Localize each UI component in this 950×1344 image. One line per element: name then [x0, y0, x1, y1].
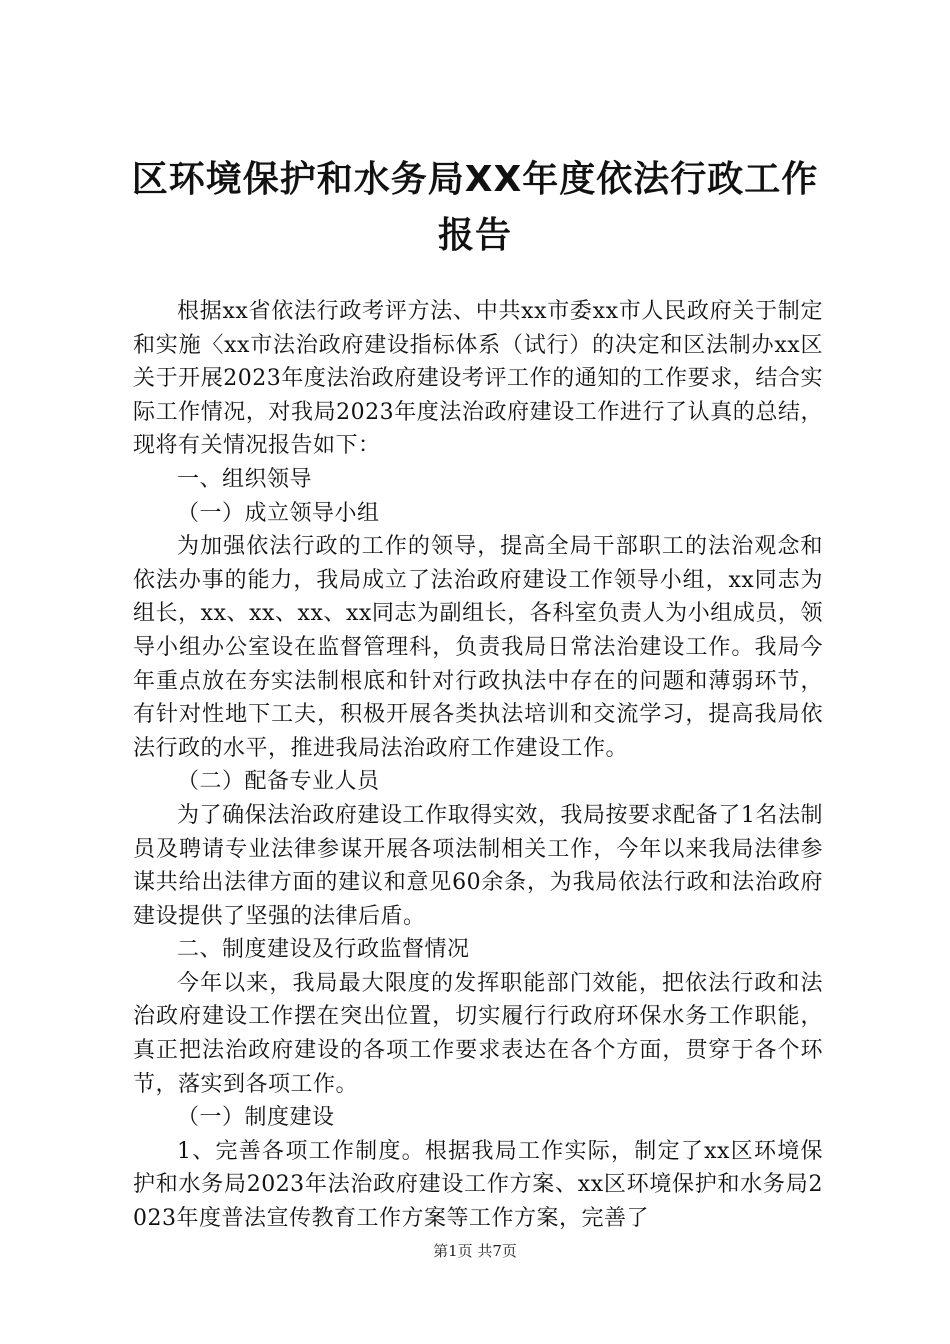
paragraph-leading-group: 为加强依法行政的工作的领导，提高全局干部职工的法治观念和依法办事的能力，我局成立了法治政府建设工作领导小组，xx同志为组长，xx、xx、xx、xx同志为副组长，各科室负责人为小组成员，领导小组办公室设在监督管理科，负责我局日常法治建设工作。我局今年重点放在夯实法制根底和针对行政执法中存在的问题和薄弱环节，有针对性地下工夫，积极开展各类执法培训和交流学习，提高我局依法行政的水平，推进我局法治政府工作建设工作。 [133, 534, 823, 761]
subsection-heading-system: （一）制度建设 [177, 1105, 335, 1131]
paragraph-system-building: 今年以来，我局最大限度的发挥职能部门效能，把依法行政和法治政府建设工作摆在突出位置，切实履行行政府环保水务工作职能，真正把法治政府建设的各项工作要求表达在各个方面，贯穿于各个环节，落实到各项工作。 [133, 970, 823, 1097]
page-number-footer: 第1页 共7页 [433, 1242, 517, 1260]
subsection-heading-leading-group: （一）成立领导小组 [177, 500, 380, 526]
paragraph-staffing: 为了确保法治政府建设工作取得实效，我局按要求配备了1名法制员及聘请专业法律参谋开展各项法制相关工作，今年以来我局法律参谋共给出法律方面的建议和意见60余条，为我局依法行政和法治政府建设提供了坚强的法律后盾。 [133, 802, 823, 929]
section-heading-organization: 一、组织领导 [177, 466, 313, 492]
paragraph-work-rules: 1、完善各项工作制度。根据我局工作实际，制定了xx区环境保护和水务局2023年法治政府建设工作方案、xx区环境保护和水务局2023年度普法宣传教育工作方案等工作方案，完善了 [133, 1138, 823, 1232]
intro-paragraph: 根据xx省依法行政考评方法、中共xx市委xx市人民政府关于制定和实施〈xx市法治政府建设指标体系（试行）的决定和区法制办xx区关于开展2023年度法治政府建设考评工作的通知的工作要求，结合实际工作情况，对我局2023年度法治政府建设工作进行了认真的总结，现将有关情况报告如下： [133, 299, 823, 459]
document-body [133, 295, 823, 1236]
section-heading-system-building: 二、制度建设及行政监督情况 [177, 937, 470, 963]
subsection-heading-staffing: （二）配备专业人员 [177, 769, 380, 795]
document-title: 区环境保护和水务局XX年度依法行政工作报告 [131, 159, 819, 256]
